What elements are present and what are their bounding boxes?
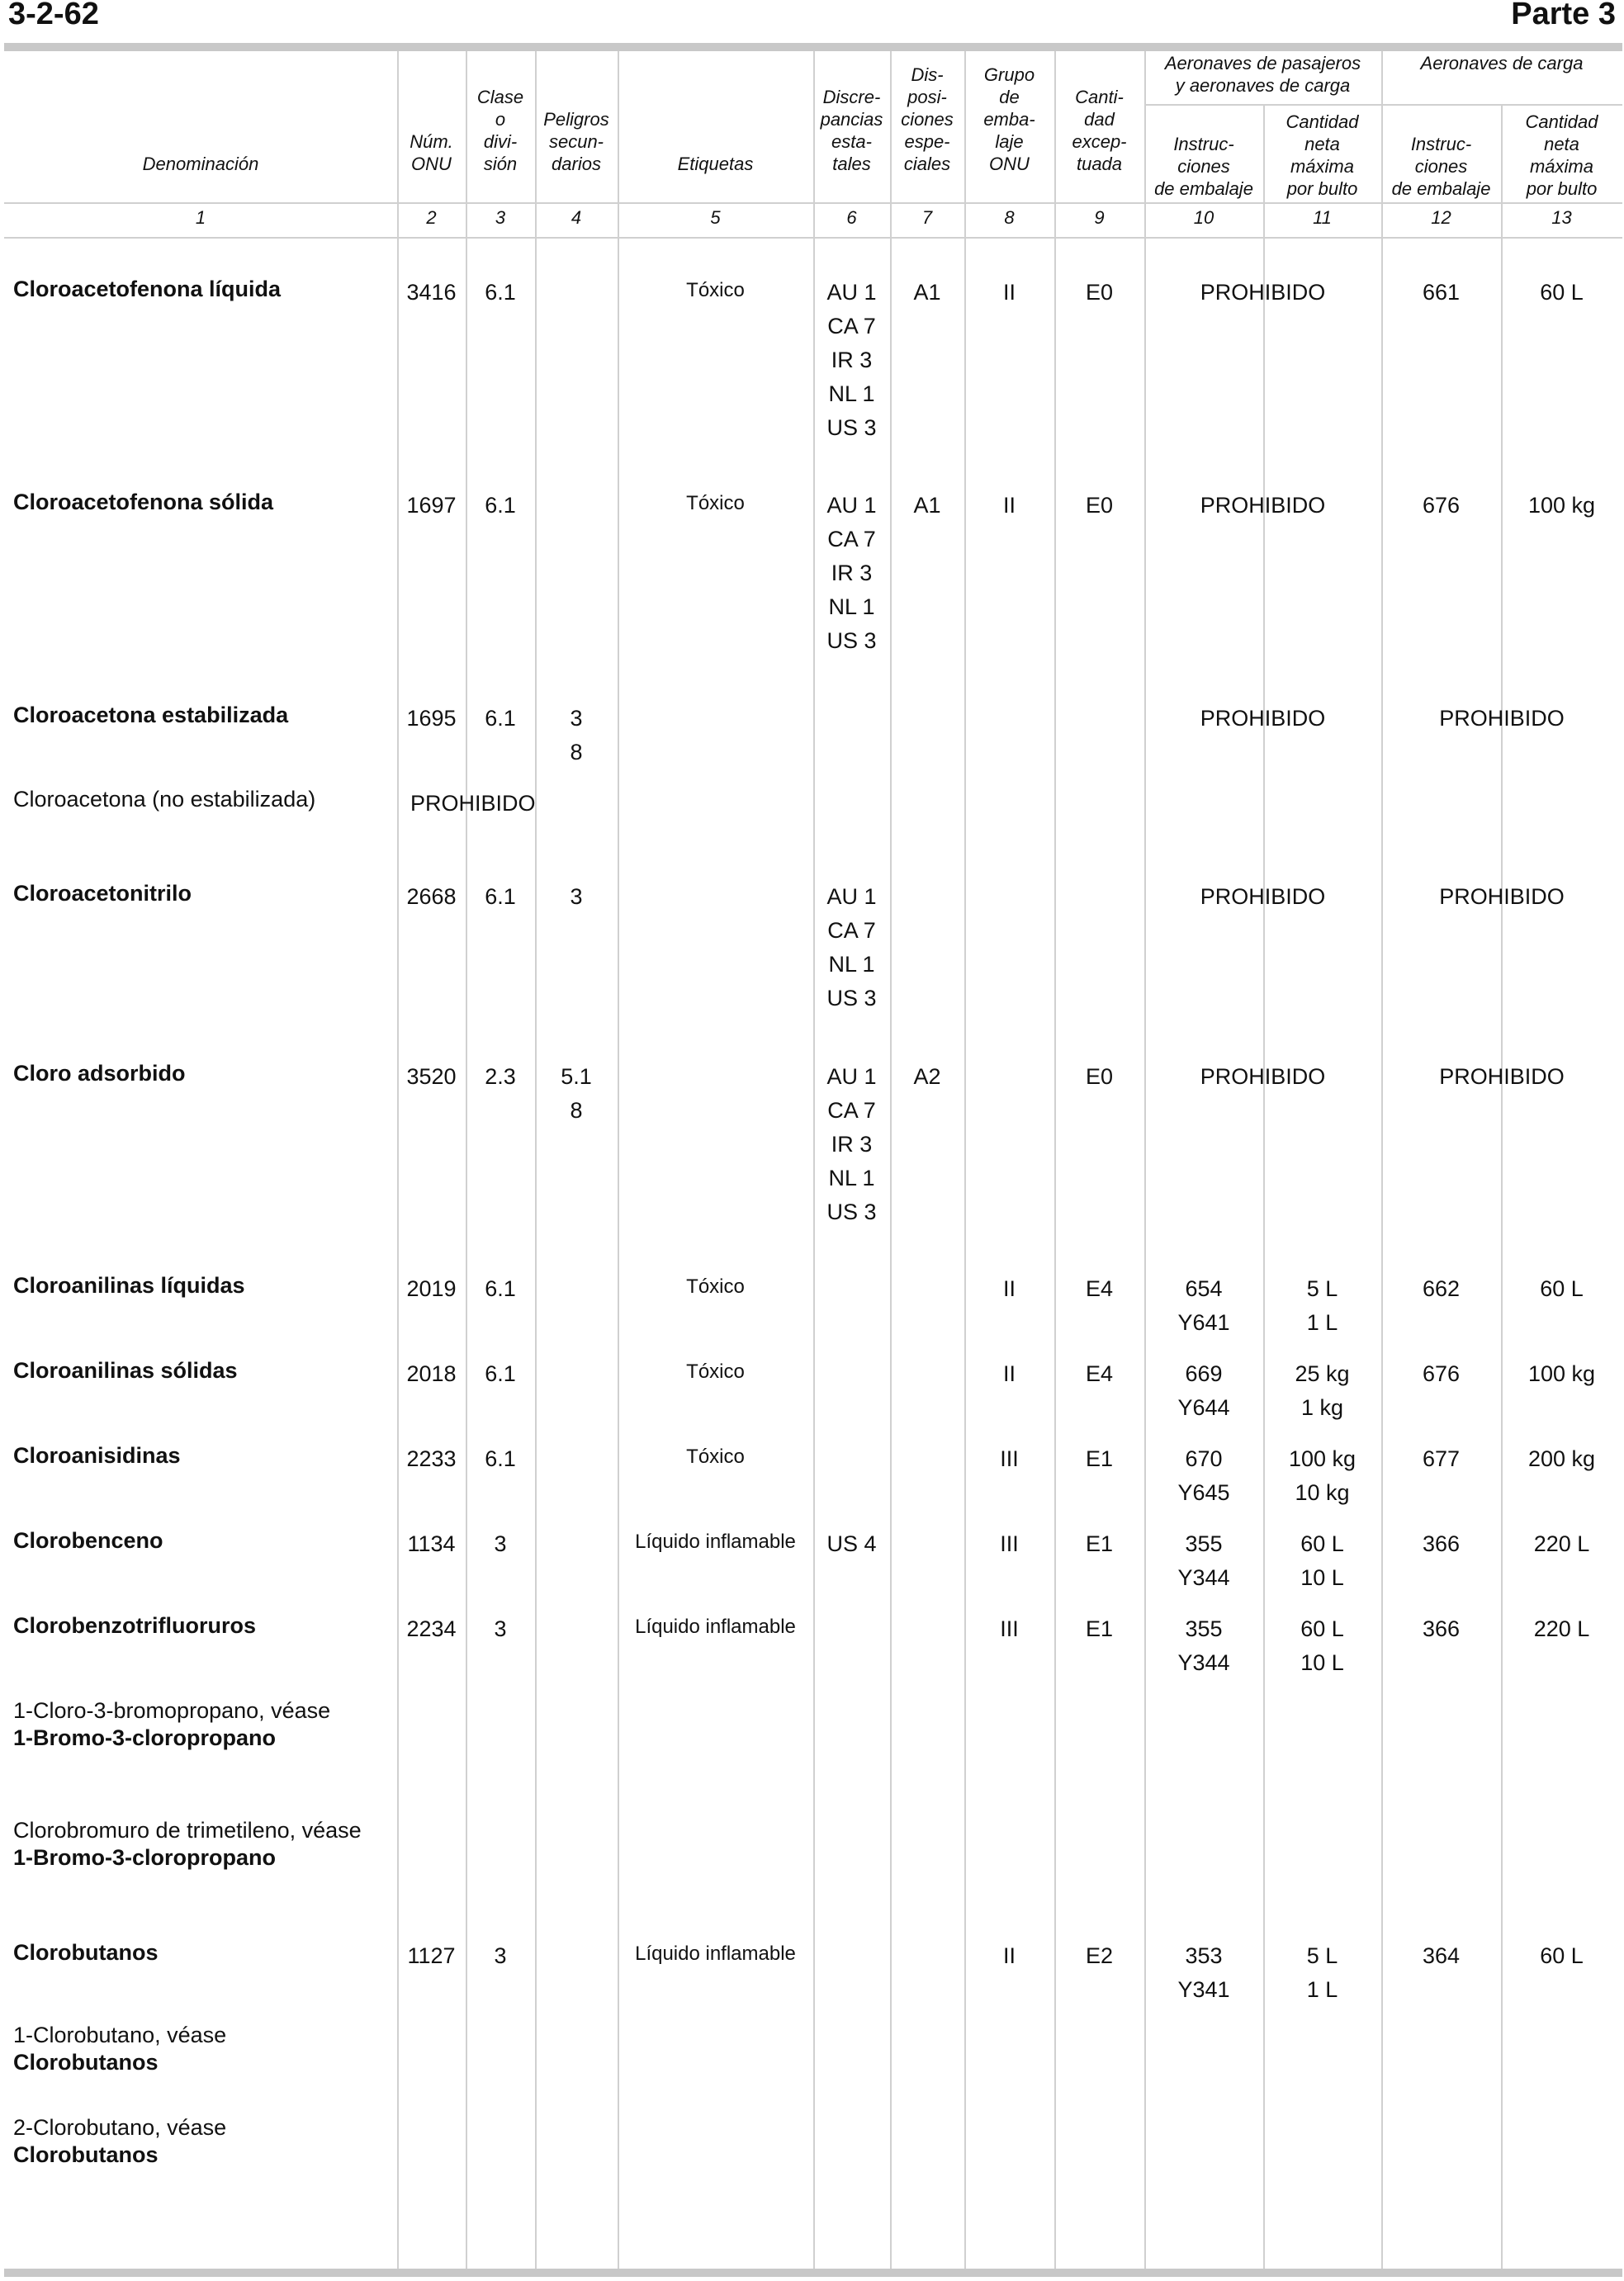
- row-un-number: 1134: [407, 1531, 456, 1556]
- row-name: Cloroacetona estabilizada: [13, 703, 289, 727]
- see-entry: [13, 1697, 330, 1752]
- column-number: 9: [1094, 207, 1105, 228]
- row-cao-instruction: 364: [1422, 1943, 1461, 1968]
- row-pax-instruction: 669 Y644: [1177, 1361, 1230, 1420]
- column-number: 2: [426, 207, 437, 228]
- row-label: Tóxico: [686, 492, 745, 514]
- row-special-provisions: A1: [913, 280, 941, 305]
- see-entry: [13, 2022, 226, 2076]
- row-label: Tóxico: [686, 1446, 745, 1468]
- row-un-number: 1697: [406, 493, 457, 518]
- row-pax-quantity: 100 kg 10 kg: [1288, 1446, 1356, 1505]
- see-lead: 1-Clorobutano, véase: [13, 2023, 227, 2047]
- row-name: Cloroanilinas sólidas: [13, 1358, 238, 1383]
- see-entry: [13, 2114, 226, 2169]
- row-name: Cloroacetofenona líquida: [13, 277, 282, 301]
- row-label: Líquido inflamable: [635, 1531, 796, 1553]
- row-class: 6.1: [485, 493, 516, 518]
- row-label: Tóxico: [686, 1275, 745, 1298]
- row-label: Tóxico: [686, 1361, 745, 1383]
- row-variations: AU 1 CA 7 NL 1 US 3: [826, 884, 877, 1010]
- row-excepted-qty: E2: [1085, 1943, 1114, 1968]
- row-subsidiary-hazard: 5.1 8: [561, 1064, 592, 1123]
- see-target: 1-Bromo-3-cloropropano: [13, 1845, 277, 1870]
- header-instrucciones-pas: Instruc- ciones de embalaje: [1154, 134, 1253, 199]
- row-excepted-qty: E4: [1085, 1276, 1114, 1301]
- row-pax-instruction: 355 Y344: [1177, 1616, 1230, 1675]
- row-cao-quantity: 100 kg: [1527, 1361, 1596, 1386]
- row-class: 6.1: [485, 884, 516, 909]
- see-target: Clorobutanos: [13, 2050, 159, 2075]
- row-excepted-qty: E0: [1085, 280, 1114, 305]
- row-packing-group: II: [1002, 1276, 1016, 1301]
- row-cao-instruction: 662: [1422, 1276, 1461, 1301]
- row-excepted-qty: E1: [1085, 1616, 1114, 1641]
- row-un-number: 2668: [406, 884, 457, 909]
- column-number: 8: [1004, 207, 1015, 228]
- header-pasajeros-group: Aeronaves de pasajeros y aeronaves de carga: [1164, 53, 1361, 96]
- row-class: 3: [494, 1943, 507, 1968]
- row-subsidiary-hazard: 3 8: [570, 706, 583, 764]
- row-class: 6.1: [485, 1446, 516, 1471]
- row-cao-instruction: 366: [1422, 1616, 1461, 1641]
- row-packing-group: II: [1002, 1361, 1016, 1386]
- column-number: 1: [195, 207, 206, 228]
- row-un-number: 3416: [406, 280, 457, 305]
- row-variations: AU 1 CA 7 IR 3 NL 1 US 3: [826, 493, 877, 653]
- column-number: 11: [1313, 207, 1332, 228]
- column-number: 12: [1431, 207, 1451, 228]
- row-pax-prohibited: PROHIBIDO: [1200, 884, 1326, 909]
- column-number: 6: [846, 207, 857, 228]
- row-un-number: 1127: [407, 1943, 456, 1968]
- row-name: Clorobutanos: [13, 1940, 159, 1965]
- row-cao-instruction: 366: [1422, 1531, 1461, 1556]
- row-cao-quantity: 60 L: [1540, 1943, 1584, 1968]
- row-label: Tóxico: [686, 279, 745, 301]
- row-pax-quantity: 60 L 10 L: [1300, 1531, 1344, 1590]
- row-excepted-qty: E0: [1085, 493, 1114, 518]
- row-packing-group: III: [1000, 1531, 1019, 1556]
- see-entry: [13, 1817, 362, 1872]
- row-pax-quantity: 25 kg 1 kg: [1295, 1361, 1350, 1420]
- header-num-onu: Núm. ONU: [410, 131, 453, 174]
- row-variations: US 4: [826, 1531, 877, 1556]
- header-cantidad-exceptuada: Canti- dad excep- tuada: [1072, 87, 1127, 174]
- row-un-number: 2234: [406, 1616, 457, 1641]
- header-peligros: Peligros secun- darios: [543, 109, 609, 174]
- header-cantidad-pas: Cantidad neta máxima por bulto: [1285, 111, 1359, 199]
- row-pax-prohibited: PROHIBIDO: [1200, 1064, 1326, 1089]
- row-pax-prohibited: PROHIBIDO: [1200, 493, 1326, 518]
- see-lead: 1-Cloro-3-bromopropano, véase: [13, 1698, 331, 1723]
- row-cao-quantity: 60 L: [1540, 280, 1584, 305]
- see-target: Clorobutanos: [13, 2142, 159, 2167]
- row-special-provisions: A2: [913, 1064, 941, 1089]
- prohibited-text: PROHIBIDO: [410, 791, 536, 816]
- header-instrucciones-car: Instruc- ciones de embalaje: [1391, 134, 1491, 199]
- column-number: 13: [1551, 207, 1572, 228]
- column-number: 10: [1193, 207, 1214, 228]
- row-excepted-qty: E1: [1085, 1531, 1114, 1556]
- row-pax-instruction: 670 Y645: [1177, 1446, 1230, 1505]
- row-class: 6.1: [485, 280, 516, 305]
- row-class: 6.1: [485, 1361, 516, 1386]
- row-cao-quantity: 200 kg: [1527, 1446, 1596, 1471]
- header-etiquetas: Etiquetas: [677, 154, 754, 174]
- column-number: 4: [571, 207, 582, 228]
- row-class: 2.3: [485, 1064, 516, 1089]
- page-part: Parte 3: [1511, 0, 1616, 31]
- row-cao-instruction: 676: [1422, 1361, 1461, 1386]
- row-subsidiary-hazard: 3: [570, 884, 583, 909]
- row-name: Clorobenzotrifluoruros: [13, 1613, 256, 1638]
- row-name: Clorobenceno: [13, 1528, 163, 1553]
- header-disposiciones: Dis- posi- ciones espe- ciales: [901, 64, 954, 174]
- row-excepted-qty: E1: [1085, 1446, 1114, 1471]
- row-class: 3: [494, 1616, 507, 1641]
- row-un-number: 3520: [406, 1064, 457, 1089]
- row-cao-quantity: 100 kg: [1527, 493, 1596, 518]
- row-name: Cloro adsorbido: [13, 1061, 186, 1086]
- row-class: 6.1: [485, 1276, 516, 1301]
- row-pax-prohibited: PROHIBIDO: [1200, 706, 1326, 731]
- see-target: 1-Bromo-3-cloropropano: [13, 1725, 277, 1750]
- row-cao-instruction: 661: [1422, 280, 1461, 305]
- row-excepted-qty: E0: [1085, 1064, 1114, 1089]
- row-un-number: 2019: [406, 1276, 457, 1301]
- row-label: Líquido inflamable: [635, 1616, 796, 1638]
- row-class: 3: [494, 1531, 507, 1556]
- row-un-number: 2018: [406, 1361, 457, 1386]
- row-name: Cloroacetona (no estabilizada): [13, 787, 316, 812]
- bottom-rule: [4, 2269, 1622, 2277]
- row-cao-quantity: 220 L: [1533, 1531, 1590, 1556]
- row-excepted-qty: E4: [1085, 1361, 1114, 1386]
- header-carga-group: Aeronaves de carga: [1420, 53, 1584, 73]
- row-pax-quantity: 60 L 10 L: [1300, 1616, 1344, 1675]
- see-lead: Clorobromuro de trimetileno, véase: [13, 1818, 362, 1843]
- row-name: Cloroacetofenona sólida: [13, 490, 274, 514]
- row-pax-instruction: 355 Y344: [1177, 1531, 1230, 1590]
- row-cao-prohibited: PROHIBIDO: [1439, 706, 1565, 731]
- header-clase: Clase o divi- sión: [476, 87, 524, 174]
- column-number: 7: [921, 207, 933, 228]
- header-cantidad-car: Cantidad neta máxima por bulto: [1525, 111, 1598, 199]
- row-packing-group: III: [1000, 1446, 1019, 1471]
- row-class: 6.1: [485, 706, 516, 731]
- header-grupo: Grupo de emba- laje ONU: [983, 64, 1035, 174]
- row-pax-quantity: 5 L 1 L: [1306, 1276, 1338, 1335]
- row-pax-prohibited: PROHIBIDO: [1200, 280, 1326, 305]
- row-packing-group: II: [1002, 280, 1016, 305]
- row-pax-instruction: 353 Y341: [1177, 1943, 1230, 2002]
- column-number: 5: [710, 207, 721, 228]
- row-cao-instruction: 677: [1422, 1446, 1461, 1471]
- row-name: Cloroacetonitrilo: [13, 881, 192, 906]
- see-lead: 2-Clorobutano, véase: [13, 2115, 227, 2140]
- row-cao-quantity: 220 L: [1533, 1616, 1590, 1641]
- row-pax-instruction: 654 Y641: [1177, 1276, 1230, 1335]
- row-packing-group: III: [1000, 1616, 1019, 1641]
- column-number: 3: [495, 207, 506, 228]
- row-packing-group: II: [1002, 1943, 1016, 1968]
- row-cao-prohibited: PROHIBIDO: [1439, 884, 1565, 909]
- row-cao-prohibited: PROHIBIDO: [1439, 1064, 1565, 1089]
- header-discrepancias: Discre- pancias esta- tales: [820, 87, 883, 174]
- row-pax-quantity: 5 L 1 L: [1306, 1943, 1338, 2002]
- row-special-provisions: A1: [913, 493, 941, 518]
- row-packing-group: II: [1002, 493, 1016, 518]
- row-variations: AU 1 CA 7 IR 3 NL 1 US 3: [826, 1064, 877, 1224]
- page-number: 3-2-62: [8, 0, 99, 31]
- row-cao-quantity: 60 L: [1540, 1276, 1584, 1301]
- row-name: Cloroanilinas líquidas: [13, 1273, 245, 1298]
- top-rule: [4, 43, 1622, 51]
- row-un-number: 1695: [406, 706, 457, 731]
- row-name: Cloroanisidinas: [13, 1443, 181, 1468]
- row-variations: AU 1 CA 7 IR 3 NL 1 US 3: [826, 280, 877, 440]
- header-denominacion: Denominación: [142, 154, 259, 174]
- row-label: Líquido inflamable: [635, 1943, 796, 1965]
- row-cao-instruction: 676: [1422, 493, 1461, 518]
- row-un-number: 2233: [406, 1446, 457, 1471]
